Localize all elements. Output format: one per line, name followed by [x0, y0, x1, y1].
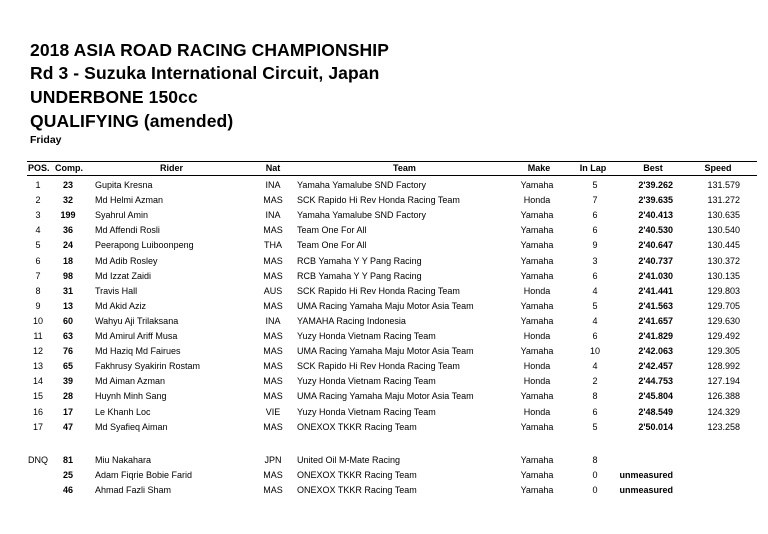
- cell-best: 2'41.030: [638, 270, 673, 281]
- cell-rider: Miu Nakahara: [95, 455, 152, 465]
- table-header-rule: [27, 175, 757, 176]
- cell-team: Team One For All: [297, 225, 367, 236]
- cell-make: Honda: [523, 406, 551, 417]
- cell-team: SCK Rapido Hi Rev Honda Racing Team: [297, 195, 460, 206]
- cell-make: Honda: [523, 285, 551, 296]
- result-row: [0, 405, 768, 420]
- cell-comp: 65: [62, 361, 73, 372]
- cell-rider: Wahyu Aji Trilaksana: [95, 315, 179, 326]
- cell-nat: MAS: [263, 300, 283, 311]
- cell-best: unmeasured: [619, 470, 673, 481]
- cell-nat: MAS: [263, 225, 283, 236]
- cell-nat: INA: [265, 210, 281, 221]
- cell-lap: 10: [589, 346, 600, 357]
- cell-team: Yamaha Yamalube SND Factory: [297, 210, 427, 221]
- cell-lap: 3: [592, 255, 598, 266]
- result-row: [0, 359, 768, 374]
- col-header-team: Team: [393, 163, 416, 173]
- cell-best: 2'42.063: [638, 346, 673, 357]
- cell-lap: 6: [592, 210, 598, 221]
- col-header-rider: Rider: [160, 163, 184, 173]
- cell-nat: AUS: [263, 285, 283, 296]
- cell-best: 2'40.647: [638, 240, 673, 251]
- cell-lap: 0: [592, 485, 598, 496]
- cell-nat: MAS: [263, 470, 283, 481]
- result-row: [0, 208, 768, 223]
- cell-speed: 123.258: [707, 421, 740, 432]
- cell-rider: Fakhrusy Syakirin Rostam: [95, 361, 201, 372]
- cell-pos: 2: [35, 195, 41, 206]
- cell-lap: 5: [592, 180, 598, 190]
- cell-best: 2'39.262: [638, 180, 673, 190]
- cell-lap: 8: [592, 455, 598, 465]
- cell-rider: Syahrul Amin: [95, 210, 149, 221]
- cell-lap: 0: [592, 470, 598, 481]
- cell-best: 2'48.549: [638, 406, 673, 417]
- cell-nat: JPN: [264, 455, 282, 465]
- cell-nat: INA: [265, 315, 281, 326]
- cell-rider: Huynh Minh Sang: [95, 391, 167, 402]
- cell-nat: MAS: [263, 255, 283, 266]
- cell-lap: 4: [592, 361, 598, 372]
- cell-best: 2'50.014: [638, 421, 673, 432]
- cell-team: ONEXOX TKKR Racing Team: [297, 470, 417, 481]
- cell-best: 2'41.441: [638, 285, 673, 296]
- cell-team: UMA Racing Yamaha Maju Motor Asia Team: [297, 346, 474, 357]
- cell-lap: 4: [592, 285, 598, 296]
- cell-pos: 11: [33, 331, 43, 341]
- cell-comp: 46: [62, 485, 73, 496]
- cell-speed: 129.803: [707, 285, 740, 296]
- cell-nat: MAS: [263, 346, 283, 357]
- cell-nat: INA: [265, 180, 281, 190]
- cell-comp: 60: [62, 315, 73, 326]
- cell-team: United Oil M-Mate Racing: [297, 455, 401, 465]
- cell-team: Yamaha Yamalube SND Factory: [297, 180, 427, 190]
- cell-comp: 63: [62, 331, 73, 341]
- championship-title: 2018 ASIA ROAD RACING CHAMPIONSHIP: [30, 40, 389, 60]
- result-row: [0, 344, 768, 359]
- cell-comp: 32: [62, 195, 73, 206]
- cell-comp: 28: [62, 391, 73, 402]
- cell-pos: 1: [35, 180, 41, 190]
- cell-make: Yamaha: [520, 346, 554, 357]
- cell-make: Yamaha: [520, 455, 554, 465]
- cell-rider: Peerapong Luiboonpeng: [95, 240, 194, 251]
- cell-make: Yamaha: [520, 470, 554, 481]
- cell-rider: Md Adib Rosley: [95, 255, 158, 266]
- cell-pos: 5: [35, 240, 41, 251]
- cell-comp: 17: [62, 406, 73, 417]
- cell-make: Yamaha: [520, 255, 554, 266]
- cell-make: Yamaha: [520, 421, 554, 432]
- result-row: [0, 223, 768, 238]
- cell-best: 2'41.563: [638, 300, 673, 311]
- session-title: QUALIFYING (amended): [30, 111, 234, 131]
- col-header-comp: Comp.: [55, 163, 83, 173]
- cell-lap: 9: [592, 240, 598, 251]
- cell-rider: Adam Fiqrie Bobie Farid: [95, 470, 193, 481]
- cell-comp: 36: [62, 225, 73, 236]
- cell-speed: 124.329: [707, 406, 740, 417]
- cell-lap: 6: [592, 270, 598, 281]
- cell-make: Honda: [523, 361, 551, 372]
- cell-pos: 12: [32, 346, 43, 357]
- cell-pos: 16: [32, 406, 43, 417]
- cell-team: ONEXOX TKKR Racing Team: [297, 485, 417, 496]
- cell-speed: 130.540: [707, 225, 740, 236]
- col-header-pos: POS.: [28, 163, 50, 173]
- cell-pos: 10: [32, 315, 43, 326]
- cell-pos: 4: [35, 225, 41, 236]
- cell-make: Honda: [523, 195, 551, 206]
- result-row: [0, 193, 768, 208]
- cell-lap: 6: [592, 225, 598, 236]
- col-header-speed: Speed: [704, 163, 732, 173]
- cell-best: 2'39.635: [638, 195, 673, 206]
- session-day: Friday: [30, 134, 62, 146]
- cell-best: 2'42.457: [638, 361, 673, 372]
- cell-best: 2'40.413: [638, 210, 673, 221]
- cell-make: Yamaha: [520, 225, 554, 236]
- cell-speed: 131.272: [707, 195, 740, 206]
- cell-pos: 14: [32, 376, 43, 387]
- class-title: UNDERBONE 150cc: [30, 87, 198, 107]
- dnq-row: [0, 453, 768, 468]
- cell-make: Yamaha: [520, 391, 554, 402]
- cell-team: YAMAHA Racing Indonesia: [297, 315, 406, 326]
- cell-speed: 130.445: [707, 240, 740, 251]
- cell-speed: 129.705: [707, 300, 740, 311]
- cell-best: unmeasured: [619, 485, 673, 496]
- cell-rider: Md Akid Aziz: [95, 300, 147, 311]
- cell-rider: Md Helmi Azman: [95, 195, 164, 206]
- cell-best: 2'40.530: [638, 225, 673, 236]
- cell-rider: Md Amirul Ariff Musa: [95, 331, 178, 341]
- cell-pos: 13: [32, 361, 43, 372]
- result-row: [0, 389, 768, 404]
- cell-comp: 98: [62, 270, 73, 281]
- cell-pos: 9: [35, 300, 41, 311]
- cell-best: 2'40.737: [638, 255, 673, 266]
- cell-nat: MAS: [263, 485, 283, 496]
- col-header-best: Best: [643, 163, 663, 173]
- cell-speed: 127.194: [707, 376, 740, 387]
- cell-team: SCK Rapido Hi Rev Honda Racing Team: [297, 361, 460, 372]
- cell-pos: 17: [32, 421, 43, 432]
- cell-nat: MAS: [263, 376, 283, 387]
- cell-team: Team One For All: [297, 240, 367, 251]
- cell-rider: Md Aiman Azman: [95, 376, 166, 387]
- cell-speed: 130.135: [707, 270, 740, 281]
- cell-rider: Ahmad Fazli Sham: [95, 485, 172, 496]
- cell-speed: 131.579: [707, 180, 740, 190]
- result-row: [0, 314, 768, 329]
- result-row: [0, 284, 768, 299]
- cell-nat: MAS: [263, 391, 283, 402]
- col-header-in-lap: In Lap: [579, 163, 607, 173]
- result-row: [0, 254, 768, 269]
- cell-team: UMA Racing Yamaha Maju Motor Asia Team: [297, 300, 474, 311]
- cell-lap: 6: [592, 331, 598, 341]
- cell-speed: 130.372: [707, 255, 740, 266]
- cell-pos: DNQ: [28, 455, 48, 465]
- cell-rider: Md Izzat Zaidi: [95, 270, 152, 281]
- cell-pos: 8: [35, 285, 41, 296]
- cell-speed: 129.305: [707, 346, 740, 357]
- cell-rider: Travis Hall: [95, 285, 138, 296]
- cell-best: 2'45.804: [638, 391, 673, 402]
- dnq-row: [0, 468, 768, 483]
- cell-pos: 15: [32, 391, 43, 402]
- cell-make: Yamaha: [520, 315, 554, 326]
- cell-make: Yamaha: [520, 270, 554, 281]
- cell-rider: Md Syafieq Aiman: [95, 421, 168, 432]
- cell-lap: 5: [592, 300, 598, 311]
- cell-pos: 7: [35, 270, 41, 281]
- cell-speed: 130.635: [707, 210, 740, 221]
- cell-nat: MAS: [263, 270, 283, 281]
- cell-comp: 24: [62, 240, 73, 251]
- cell-make: Yamaha: [520, 300, 554, 311]
- cell-comp: 199: [60, 210, 76, 221]
- round-title: Rd 3 - Suzuka International Circuit, Japan: [30, 63, 380, 83]
- cell-lap: 2: [592, 376, 598, 387]
- result-row: [0, 178, 768, 193]
- cell-comp: 39: [62, 376, 73, 387]
- result-row: [0, 329, 768, 344]
- cell-nat: MAS: [263, 195, 283, 206]
- cell-team: RCB Yamaha Y Y Pang Racing: [297, 255, 422, 266]
- cell-lap: 6: [592, 406, 598, 417]
- cell-pos: 6: [35, 255, 41, 266]
- cell-comp: 76: [62, 346, 73, 357]
- cell-team: Yuzy Honda Vietnam Racing Team: [297, 406, 436, 417]
- cell-comp: 31: [62, 285, 73, 296]
- col-header-nat: Nat: [265, 163, 281, 173]
- cell-nat: MAS: [263, 331, 283, 341]
- cell-comp: 81: [62, 455, 73, 465]
- cell-team: SCK Rapido Hi Rev Honda Racing Team: [297, 285, 460, 296]
- cell-nat: MAS: [263, 361, 283, 372]
- cell-speed: 129.492: [707, 331, 740, 341]
- cell-rider: Md Haziq Md Fairues: [95, 346, 181, 357]
- cell-comp: 13: [62, 300, 73, 311]
- cell-team: ONEXOX TKKR Racing Team: [297, 421, 417, 432]
- cell-make: Yamaha: [520, 180, 554, 190]
- cell-make: Honda: [523, 331, 551, 341]
- cell-team: UMA Racing Yamaha Maju Motor Asia Team: [297, 391, 474, 402]
- dnq-row: [0, 483, 768, 498]
- cell-rider: Md Affendi Rosli: [95, 225, 160, 236]
- cell-team: RCB Yamaha Y Y Pang Racing: [297, 270, 422, 281]
- cell-make: Yamaha: [520, 240, 554, 251]
- cell-lap: 5: [592, 421, 598, 432]
- cell-comp: 23: [62, 180, 73, 190]
- cell-nat: VIE: [265, 406, 281, 417]
- cell-nat: THA: [264, 240, 282, 251]
- result-row: [0, 269, 768, 284]
- cell-make: Yamaha: [520, 485, 554, 496]
- cell-nat: MAS: [263, 421, 283, 432]
- cell-team: Yuzy Honda Vietnam Racing Team: [297, 376, 436, 387]
- cell-rider: Le Khanh Loc: [95, 406, 151, 417]
- cell-lap: 4: [592, 315, 598, 326]
- cell-best: 2'44.753: [638, 376, 673, 387]
- cell-best: 2'41.657: [638, 315, 673, 326]
- cell-rider: Gupita Kresna: [95, 180, 153, 190]
- result-row: [0, 299, 768, 314]
- cell-make: Yamaha: [520, 210, 554, 221]
- result-row: [0, 374, 768, 389]
- cell-speed: 128.992: [707, 361, 740, 372]
- cell-speed: 129.630: [707, 315, 740, 326]
- cell-comp: 18: [62, 255, 73, 266]
- cell-comp: 47: [62, 421, 73, 432]
- result-row: [0, 238, 768, 253]
- cell-comp: 25: [62, 470, 73, 481]
- cell-team: Yuzy Honda Vietnam Racing Team: [297, 331, 436, 341]
- cell-pos: 3: [35, 210, 41, 221]
- cell-lap: 8: [592, 391, 598, 402]
- cell-make: Honda: [523, 376, 551, 387]
- cell-speed: 126.388: [707, 391, 740, 402]
- col-header-make: Make: [527, 163, 551, 173]
- cell-lap: 7: [592, 195, 598, 206]
- cell-best: 2'41.829: [638, 331, 673, 341]
- result-row: [0, 420, 768, 435]
